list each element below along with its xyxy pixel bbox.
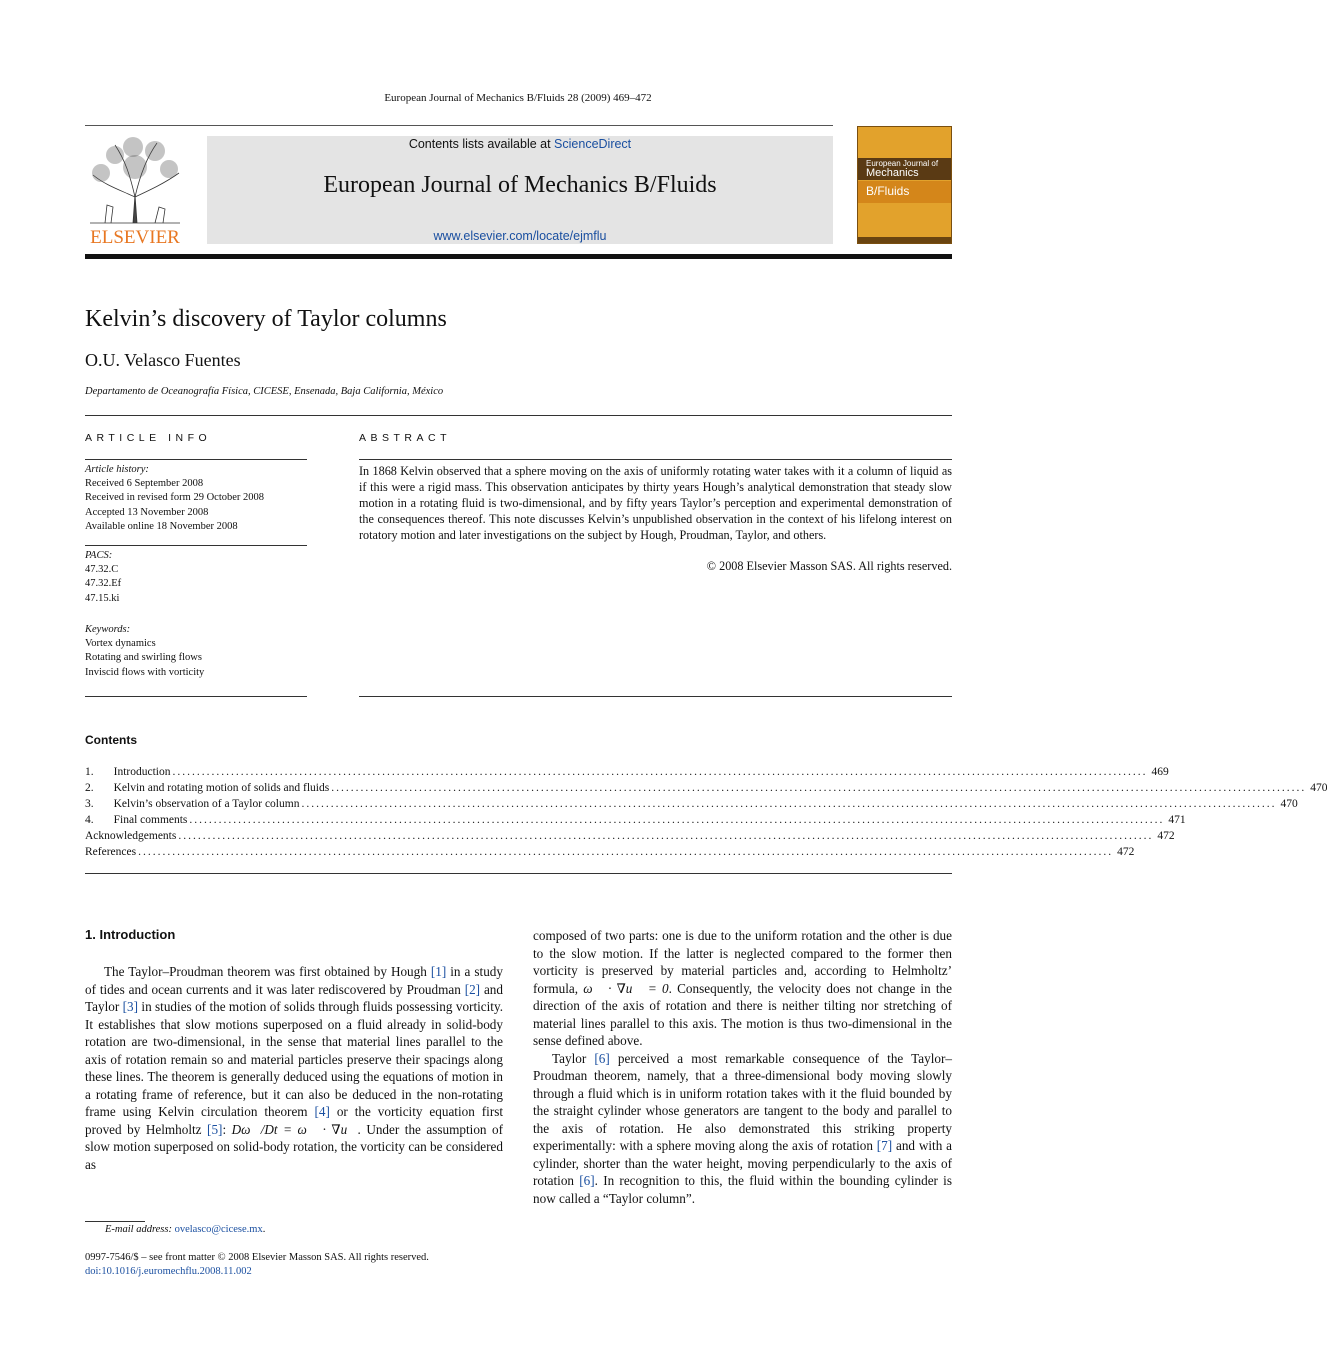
toc-row[interactable] [85,812,1186,828]
footnote-rule [85,1221,145,1222]
toc-page: 470 [1310,782,1327,794]
history-label: Article history: [85,464,149,475]
section-heading-introduction: 1. Introduction [85,927,176,942]
journal-url-link[interactable]: www.elsevier.com/locate/ejmflu [433,229,607,243]
author-affiliation: Departamento de Oceanografía Física, CICESE, Ensenada, Baja California, México [85,386,444,397]
toc-number: 3. [85,798,94,810]
toc-heading: Contents [85,733,137,747]
toc-leader: ........................................................................................................................................................................................................ [178,830,1154,842]
toc-number: 4. [85,814,94,826]
intro-paragraph-2: Taylor [6] perceived a most remarkable consequence of the Taylor–Proudman theorem, namely, that a three-dimensional body moving slowly through a fluid which is in uniform rotation takes with it the fluid bounded by the straight cylinder whose generators are tangent to the body and parallel to the axis of rotation. He also demonstrated this striking property experimentally: with a sphere moving along the axis of rotation [7] and with a cylinder, shorter than the water height, moving perpendicularly to the axis of rotation [6]. In recognition to this, the fluid within the bounding cylinder is now called a “Taylor column”. [533,1050,952,1206]
header-top-rule [85,125,833,126]
pacs-code: 47.32.C [85,564,119,576]
cover-text-line1: European Journal of [866,159,939,168]
toc-page: 472 [1117,846,1135,858]
toc-title: Kelvin’s observation of a Taylor column [113,798,300,810]
helmholtz-formula: ω⃗ · ∇u⃗ = 0 [583,980,669,996]
toc-page: 469 [1151,766,1169,778]
body-column-left [85,963,503,1173]
toc-number: 2. [85,782,94,794]
body-column-right [533,927,952,1207]
journal-reference: European Journal of Mechanics B/Fluids 28 (2009) 469–472 [384,92,652,104]
keywords-list [85,623,204,680]
article-title: Kelvin’s discovery of Taylor columns [85,306,447,332]
toc-title: Introduction [113,766,171,778]
cover-text-line3: B/Fluids [866,184,910,198]
cover-text-line2: Mechanics [866,167,919,179]
pacs-code: 47.15.ki [85,592,120,604]
contents-prefix: Contents lists available at [408,137,555,151]
header-thick-rule [85,254,952,259]
citation-link[interactable]: [1] [430,964,447,979]
toc-leader: ........................................................................................................................................................................................................ [331,782,1307,794]
abstract-text: In 1868 Kelvin observed that a sphere moving on the axis of uniformly rotating water takes with it a column of liquid as if this were a rigid mass. This observation anticipates by thirty years Hough’s analytical demonstration that steady slow motion in a rotating fluid is two-dimensional, and by fifty years Taylor’s perception and experimental demonstration of the consequences thereof. This note discusses Kelvin’s unpublished observation in the context of his lifelong interest on rotatory motion and later investigations on the subject by Hough, Proudman, Taylor, and others. [359,464,952,542]
citation-link[interactable]: [6] [594,1050,610,1066]
contents-available-line [207,137,833,151]
intro-paragraph-1-cont: composed of two parts: one is due to the uniform rotation and the other is due to the slow motion. If the latter is neglected compared to the former then vorticity is preserved by material particles and, according to Helmholtz’ formula, ω⃗ · ∇u⃗ = 0. Consequently, the velocity does not change in the direction of the axis of rotation and there is neither tilting nor stretching of material lines parallel to this axis. The motion is thus two-dimensional in the sense defined above. [533,928,953,1048]
citation-link[interactable]: [4] [314,1104,330,1119]
doi-link[interactable]: doi:10.1016/j.euromechflu.2008.11.002 [85,1266,252,1277]
citation-link[interactable]: [3] [122,999,139,1014]
toc-title: Kelvin and rotating motion of solids and fluids [113,782,330,794]
toc-row[interactable] [85,764,1169,780]
pacs-list [85,549,121,606]
sciencedirect-link[interactable]: ScienceDirect [554,137,632,151]
citation-link[interactable]: [7] [876,1138,893,1153]
article-info-rule-bottom [85,696,307,697]
toc-row[interactable] [85,844,1135,860]
toc-rule [85,873,952,874]
elsevier-logo-text: ELSEVIER [90,227,180,248]
article-history [85,463,264,534]
toc-row[interactable] [85,780,1327,796]
keyword: Vortex dynamics [85,638,156,650]
history-revised: Received in revised form 29 October 2008 [85,492,265,504]
email-link[interactable]: ovelasco@cicese.mx [174,1224,263,1235]
abstract-copyright: © 2008 Elsevier Masson SAS. All rights reserved. [706,559,952,573]
toc-page: 470 [1280,798,1298,810]
pacs-code: 47.32.Ef [85,578,122,590]
elsevier-logo [85,135,185,247]
history-received: Received 6 September 2008 [85,478,204,490]
toc-title: References [85,846,137,858]
toc-leader: ........................................................................................................................................................................................................ [189,814,1165,826]
abstract-rule-top [359,459,952,460]
toc-title: Final comments [113,814,188,826]
history-online: Available online 18 November 2008 [85,520,238,532]
cover-band-bottom [858,237,951,243]
intro-paragraph-1: The Taylor–Proudman theorem was first obtained by Hough [1] in a study of tides and ocean currents and it was later rediscovered by Proudman [2] and Taylor [3] in studies of the motion of solids through fluids possessing vorticity. It establishes that slow motions superposed on a fluid already in solid-body rotation are two-dimensional, in the sense that material lines parallel to the axis of rotation remain so and material particles preserve their spacings along these lines. The theorem is generally deduced using the equations of motion in a rotating frame of reference, but it can also be deduced in the non-rotating frame using Kelvin circulation theorem [4] or the vorticity equation first proved by Helmholtz [5]: Dω⃗/Dt = ω⃗ · ∇u⃗. Under the assumption of slow motion superposed on solid-body rotation, the vorticity can be considered as [85,964,504,1172]
toc-row[interactable] [85,796,1298,812]
toc-leader: ........................................................................................................................................................................................................ [172,766,1148,778]
article-info-heading: ARTICLE INFO [85,432,212,444]
citation-link[interactable]: [6] [579,1173,595,1188]
citation-link[interactable]: [2] [464,981,481,997]
toc-leader: ........................................................................................................................................................................................................ [138,846,1114,858]
vorticity-equation: Dω⃗/Dt = ω⃗ · ∇u⃗ [231,1121,358,1137]
journal-name: European Journal of Mechanics B/Fluids [323,172,717,198]
pacs-label: PACS: [85,550,113,561]
journal-cover-image [857,126,952,244]
keywords-label: Keywords: [85,624,131,635]
abstract-rule-bottom [359,696,952,697]
toc-number: 1. [85,766,94,778]
toc-page: 471 [1168,814,1186,826]
issn-line: 0997-7546/$ – see front matter © 2008 Elsevier Masson SAS. All rights reserved. [85,1252,429,1263]
abstract-heading: ABSTRACT [359,432,452,444]
citation-link[interactable]: [5] [207,1121,223,1137]
article-author: O.U. Velasco Fuentes [85,350,241,370]
affiliation-rule [85,415,952,416]
toc-title: Acknowledgements [85,830,177,842]
toc-row[interactable] [85,828,1175,844]
keyword: Rotating and swirling flows [85,652,202,664]
toc-leader: ........................................................................................................................................................................................................ [301,798,1277,810]
footnote-email: E-mail address: ovelasco@cicese.mx. [105,1224,266,1235]
toc-page: 472 [1157,830,1175,842]
article-info-rule-top [85,459,307,460]
history-accepted: Accepted 13 November 2008 [85,506,209,518]
keyword: Inviscid flows with vorticity [85,666,205,678]
article-info-rule-mid [85,545,307,546]
